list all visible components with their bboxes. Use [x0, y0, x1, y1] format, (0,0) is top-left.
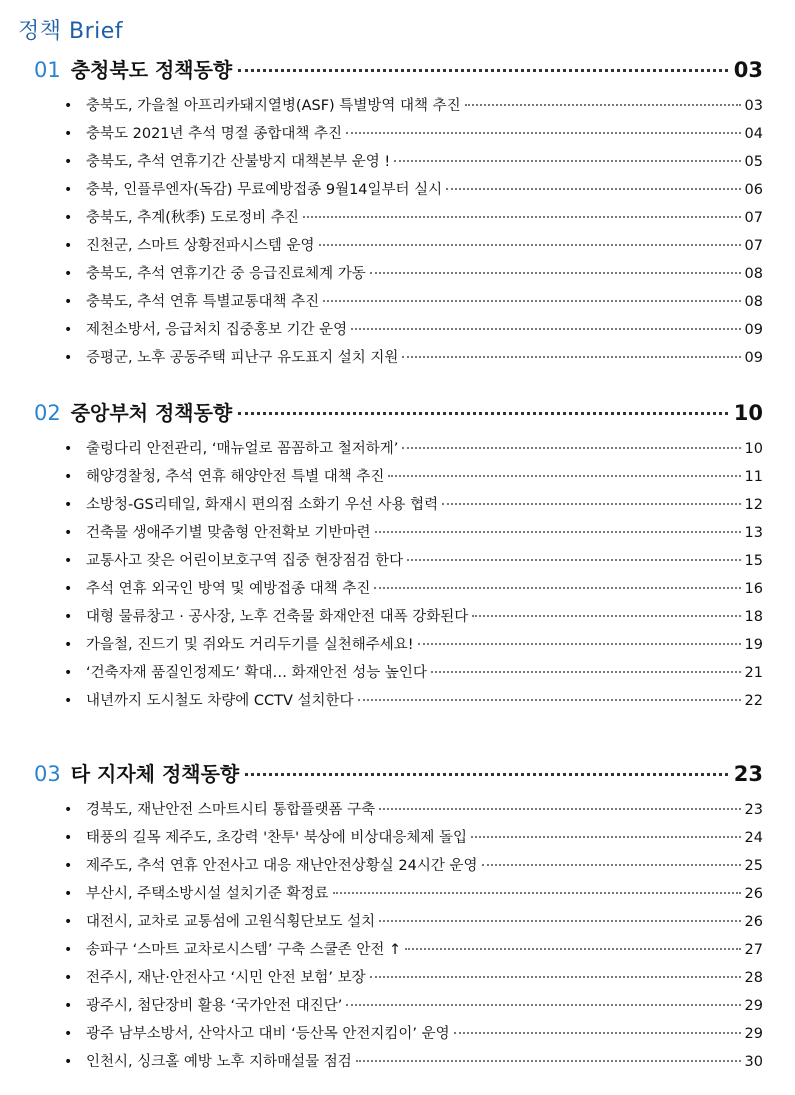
section-heading[interactable]: [34, 758, 763, 784]
toc-item[interactable]: [64, 798, 763, 826]
toc-item-title: 충북도, 추석 연휴기간 산불방지 대책본부 운영 !: [86, 154, 391, 170]
bullet-icon: •: [64, 322, 73, 338]
toc-item[interactable]: [64, 854, 763, 882]
bullet-icon: •: [64, 1054, 73, 1070]
toc-item-title: 충북도, 추계(秋季) 도로정비 추진: [86, 210, 299, 226]
toc-item-title: ‘건축자재 품질인정제도’ 확대… 화재안전 성능 높인다: [86, 665, 427, 681]
dot-leader: [238, 53, 728, 72]
dot-leader: [238, 396, 728, 415]
section-page-number: 23: [733, 762, 763, 786]
bullet-icon: •: [64, 98, 73, 114]
toc-item-title: 가을철, 진드기 및 쥐와도 거리두기를 실천해주세요!: [86, 637, 414, 653]
toc-item[interactable]: [64, 122, 763, 150]
toc-item-title: 대전시, 교차로 교통섬에 고원식횡단보도 설치: [86, 914, 376, 930]
toc-item[interactable]: [64, 94, 763, 122]
toc-item[interactable]: [64, 633, 763, 661]
toc-item[interactable]: [64, 318, 763, 346]
section-number: 03: [34, 762, 61, 786]
toc-item-title: 태풍의 길목 제주도, 초강력 '찬투' 북상에 비상대응체제 돌입: [86, 830, 468, 846]
toc-item-title: 소방청-GS리테일, 화재시 편의점 소화기 우선 사용 협력: [86, 497, 439, 513]
bullet-icon: •: [64, 970, 73, 986]
toc-item-title: 추석 연휴 외국인 방역 및 예방접종 대책 추진: [86, 581, 371, 597]
bullet-icon: •: [64, 469, 73, 485]
dot-leader: [379, 796, 740, 810]
toc-item[interactable]: [64, 882, 763, 910]
toc-item-page: 19: [744, 637, 763, 653]
toc-item[interactable]: [64, 437, 763, 465]
dot-leader: [358, 687, 741, 701]
dot-leader: [446, 176, 740, 190]
bullet-icon: •: [64, 497, 73, 513]
section-title: 충청북도 정책동향: [70, 58, 233, 82]
toc-item-title: 충북도, 추석 연휴기간 중 응급진료체계 가동: [86, 266, 366, 282]
toc-item-page: 11: [744, 469, 763, 485]
bullet-icon: •: [64, 998, 73, 1014]
dot-leader: [356, 1048, 741, 1062]
bullet-icon: •: [64, 266, 73, 282]
dot-leader: [370, 964, 741, 978]
toc-item-title: 인천시, 싱크홀 예방 노후 지하매설물 점검: [86, 1054, 352, 1070]
dot-leader: [431, 659, 741, 673]
dot-leader: [351, 316, 740, 330]
toc-item-title: 교통사고 잦은 어린이보호구역 집중 현장점검 한다: [86, 553, 404, 569]
toc-item-page: 28: [744, 970, 763, 986]
section-page-number: 03: [733, 58, 763, 82]
toc-item-title: 해양경찰청, 추석 연휴 해양안전 특별 대책 추진: [86, 469, 385, 485]
dot-leader: [346, 120, 741, 134]
dot-leader: [407, 547, 740, 561]
toc-item-page: 03: [744, 98, 763, 114]
toc-item-page: 27: [744, 942, 763, 958]
toc-item-page: 29: [744, 998, 763, 1014]
toc-item-title: 출렁다리 안전관리, ‘매뉴얼로 꼼꼼하고 철저하게’: [86, 441, 399, 457]
toc-item[interactable]: [64, 1022, 763, 1050]
toc-item-title: 충북도, 추석 연휴 특별교통대책 추진: [86, 294, 320, 310]
dot-leader: [394, 148, 740, 162]
dot-leader: [303, 204, 741, 218]
toc-item-page: 07: [744, 210, 763, 226]
toc-item-title: 광주 남부소방서, 산악사고 대비 ‘등산목 안전지킴이’ 운영: [86, 1026, 450, 1042]
toc-item-title: 제주도, 추석 연휴 안전사고 대응 재난안전상황실 24시간 운영: [86, 858, 478, 874]
toc-item[interactable]: [64, 290, 763, 318]
toc-item-page: 13: [744, 525, 763, 541]
toc-item-page: 24: [744, 830, 763, 846]
toc-item-title: 건축물 생애주기별 맞춤형 안전확보 기반마련: [86, 525, 371, 541]
toc-item-title: 충북, 인플루엔자(독감) 무료예방접종 9월14일부터 실시: [86, 182, 443, 198]
bullet-icon: •: [64, 942, 73, 958]
toc-item-title: 부산시, 주택소방시설 설치기준 확정료: [86, 886, 329, 902]
bullet-icon: •: [64, 665, 73, 681]
dot-leader: [370, 260, 741, 274]
toc-item-page: 25: [744, 858, 763, 874]
dot-leader: [471, 824, 741, 838]
dot-leader: [402, 344, 740, 358]
bullet-icon: •: [64, 294, 73, 310]
toc-item[interactable]: [64, 994, 763, 1022]
toc-item[interactable]: [64, 577, 763, 605]
toc-item-title: 전주시, 재난·안전사고 ‘시민 안전 보험’ 보장: [86, 970, 366, 986]
toc-item[interactable]: [64, 262, 763, 290]
toc-item-title: 대형 물류창고 · 공사장, 노후 건축물 화재안전 대폭 강화된다: [86, 609, 469, 625]
toc-item[interactable]: [64, 966, 763, 994]
dot-leader: [482, 852, 741, 866]
toc-item-page: 29: [744, 1026, 763, 1042]
bullet-icon: •: [64, 1026, 73, 1042]
page-title: 정책 Brief: [18, 19, 124, 44]
bullet-icon: •: [64, 210, 73, 226]
dot-leader: [374, 575, 740, 589]
dot-leader: [333, 880, 741, 894]
toc-item-title: 제천소방서, 응급처치 집중홍보 기간 운영: [86, 322, 348, 338]
toc-item-page: 16: [744, 581, 763, 597]
bullet-icon: •: [64, 802, 73, 818]
toc-item-page: 08: [744, 266, 763, 282]
dot-leader: [402, 435, 740, 449]
toc-item-title: 충북도, 가을철 아프리카돼지열병(ASF) 특별방역 대책 추진: [86, 98, 461, 114]
toc-item-title: 내년까지 도시철도 차량에 CCTV 설치한다: [86, 693, 354, 709]
toc-item[interactable]: [64, 938, 763, 966]
bullet-icon: •: [64, 858, 73, 874]
toc-item-page: 09: [744, 350, 763, 366]
toc-item-page: 30: [744, 1054, 763, 1070]
toc-item[interactable]: [64, 1050, 763, 1078]
toc-item-page: 22: [744, 693, 763, 709]
toc-item-list: [64, 437, 763, 717]
bullet-icon: •: [64, 350, 73, 366]
dot-leader: [375, 519, 741, 533]
toc-item-title: 진천군, 스마트 상황전파시스템 운영: [86, 238, 315, 254]
toc-item[interactable]: [64, 549, 763, 577]
section-title: 타 지자체 정책동향: [70, 762, 240, 786]
bullet-icon: •: [64, 182, 73, 198]
bullet-icon: •: [64, 830, 73, 846]
section-title: 중앙부처 정책동향: [70, 401, 233, 425]
toc-item[interactable]: [64, 826, 763, 854]
toc-item-page: 15: [744, 553, 763, 569]
toc-item-list: [64, 798, 763, 1078]
toc-item[interactable]: [64, 661, 763, 689]
toc-item-page: 12: [744, 497, 763, 513]
dot-leader: [388, 463, 740, 477]
dot-leader: [454, 1020, 741, 1034]
toc-item[interactable]: [64, 465, 763, 493]
dot-leader: [418, 631, 741, 645]
toc-item[interactable]: [64, 346, 763, 374]
dot-leader: [442, 491, 740, 505]
dot-leader: [245, 757, 728, 776]
bullet-icon: •: [64, 637, 73, 653]
bullet-icon: •: [64, 609, 73, 625]
dot-leader: [465, 92, 741, 106]
toc-item[interactable]: [64, 206, 763, 234]
toc-item-page: 09: [744, 322, 763, 338]
toc-item[interactable]: [64, 493, 763, 521]
bullet-icon: •: [64, 441, 73, 457]
toc-item[interactable]: [64, 178, 763, 206]
toc-item-page: 05: [744, 154, 763, 170]
toc-item-page: 10: [744, 441, 763, 457]
toc-item[interactable]: [64, 150, 763, 178]
bullet-icon: •: [64, 525, 73, 541]
toc-item-page: 18: [744, 609, 763, 625]
bullet-icon: •: [64, 693, 73, 709]
toc-item[interactable]: [64, 521, 763, 549]
section-number: 02: [34, 401, 61, 425]
toc-item-title: 충북도 2021년 추석 명절 종합대책 추진: [86, 126, 343, 142]
bullet-icon: •: [64, 553, 73, 569]
toc-item-page: 21: [744, 665, 763, 681]
toc-item-page: 23: [744, 802, 763, 818]
dot-leader: [319, 232, 741, 246]
toc-item[interactable]: [64, 605, 763, 633]
toc-item-page: 07: [744, 238, 763, 254]
toc-item-title: 증평군, 노후 공동주택 피난구 유도표지 설치 지원: [86, 350, 399, 366]
bullet-icon: •: [64, 914, 73, 930]
dot-leader: [405, 936, 740, 950]
toc-item[interactable]: [64, 234, 763, 262]
section-page-number: 10: [733, 401, 763, 425]
toc-item-page: 08: [744, 294, 763, 310]
bullet-icon: •: [64, 154, 73, 170]
toc-item-title: 광주시, 첨단장비 활용 ‘국가안전 대진단’: [86, 998, 343, 1014]
dot-leader: [323, 288, 740, 302]
section-number: 01: [34, 58, 61, 82]
section-heading[interactable]: [34, 54, 763, 80]
bullet-icon: •: [64, 581, 73, 597]
section-heading[interactable]: [34, 397, 763, 423]
toc-item-title: 송파구 ‘스마트 교차로시스템’ 구축 스쿨존 안전 ↑: [86, 942, 402, 958]
toc-item-list: [64, 94, 763, 374]
toc-item-page: 26: [744, 886, 763, 902]
toc-item[interactable]: [64, 689, 763, 717]
dot-leader: [472, 603, 740, 617]
dot-leader: [379, 908, 740, 922]
toc-item-title: 경북도, 재난안전 스마트시티 통합플랫폼 구축: [86, 802, 376, 818]
bullet-icon: •: [64, 886, 73, 902]
bullet-icon: •: [64, 238, 73, 254]
toc-item-page: 06: [744, 182, 763, 198]
toc-item[interactable]: [64, 910, 763, 938]
toc-item-page: 04: [744, 126, 763, 142]
toc-item-page: 26: [744, 914, 763, 930]
bullet-icon: •: [64, 126, 73, 142]
dot-leader: [346, 992, 740, 1006]
